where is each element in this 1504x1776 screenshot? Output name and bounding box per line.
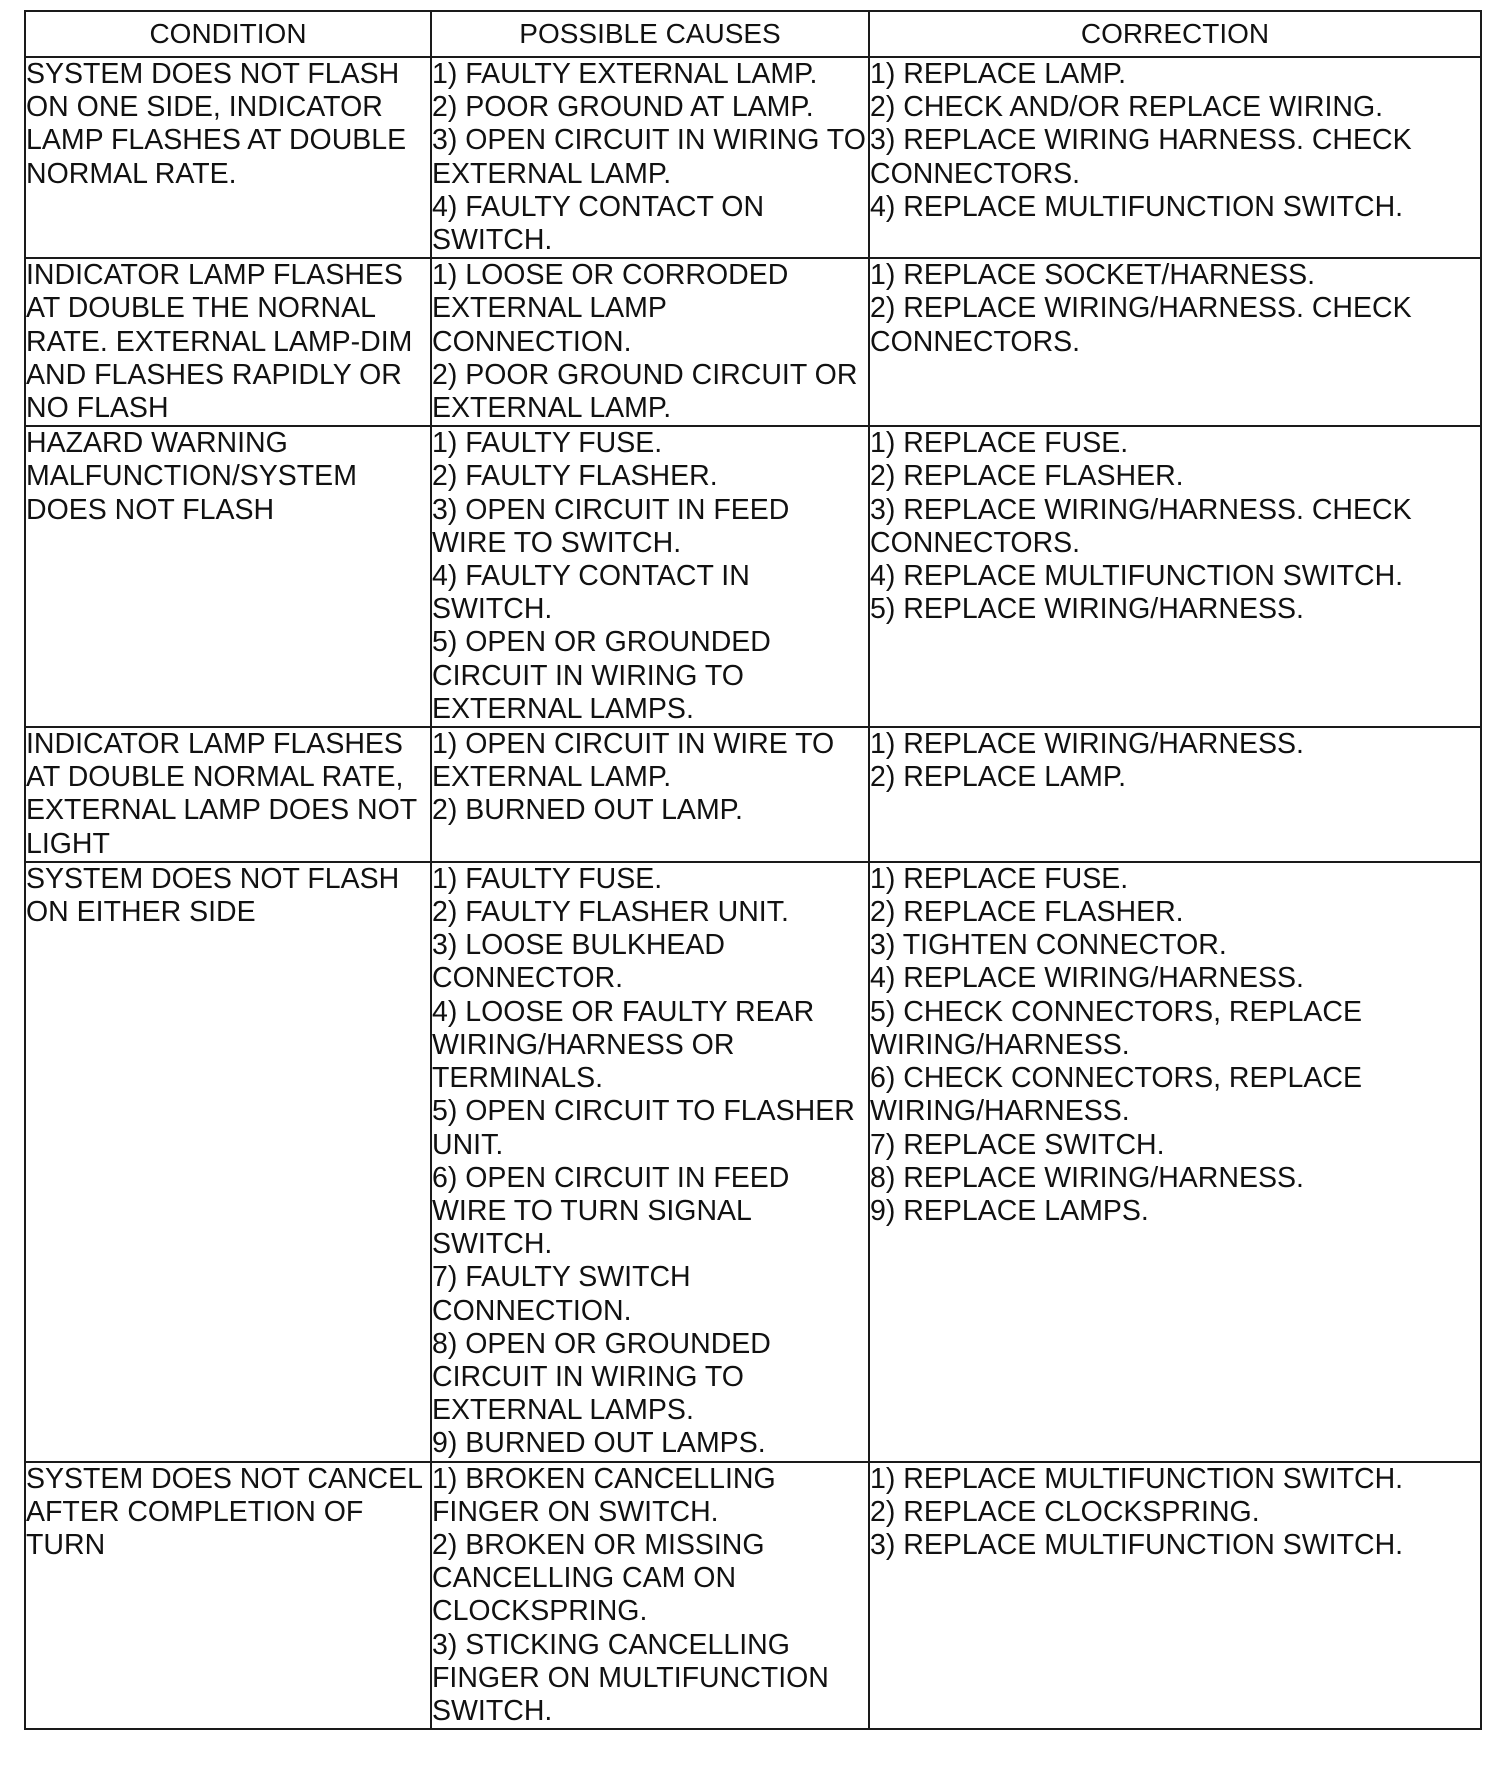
cause-item: 5) OPEN CIRCUIT TO FLASHER UNIT. [432,1095,855,1161]
condition-cell: SYSTEM DOES NOT CANCEL AFTER COMPLETION OF TURN [25,1462,431,1730]
correction-cell [869,1462,1481,1730]
correction-item: 2) REPLACE CLOCKSPRING. [870,1495,1260,1528]
correction-cell [869,57,1481,258]
table-row [25,57,1481,258]
correction-item: 2) REPLACE FLASHER. [870,460,1184,493]
correction-item: 6) CHECK CONNECTORS, REPLACE WIRING/HARNESS. [870,1062,1362,1128]
correction-item: 3) TIGHTEN CONNECTOR. [870,929,1227,962]
diagnosis-table [24,10,1482,1730]
correction-item: 8) REPLACE WIRING/HARNESS. [870,1161,1304,1194]
table-row [25,862,1481,1462]
correction-item: 1) REPLACE SOCKET/HARNESS. [870,259,1316,292]
correction-cell [869,862,1481,1462]
cause-item: 1) FAULTY FUSE. [432,427,663,460]
possible-causes-cell [431,57,869,258]
correction-item: 3) REPLACE WIRING/HARNESS. CHECK CONNECTORS. [870,493,1412,559]
cause-item: 3) OPEN CIRCUIT IN FEED WIRE TO SWITCH. [432,493,790,559]
possible-causes-cell [431,258,869,426]
possible-causes-cell [431,862,869,1462]
correction-item: 1) REPLACE FUSE. [870,427,1129,460]
cause-item: 1) BROKEN CANCELLING FINGER ON SWITCH. [432,1462,776,1528]
cause-item: 5) OPEN OR GROUNDED CIRCUIT IN WIRING TO EXTERNAL LAMPS. [432,626,771,725]
correction-item: 3) REPLACE WIRING HARNESS. CHECK CONNECTORS. [870,124,1412,190]
cause-item: 4) LOOSE OR FAULTY REAR WIRING/HARNESS OR TERMINALS. [432,995,815,1095]
table-body [25,57,1481,1729]
correction-item: 4) REPLACE WIRING/HARNESS. [870,962,1304,995]
header-possible-causes: POSSIBLE CAUSES [431,11,869,57]
cause-item: 3) OPEN CIRCUIT IN WIRING TO EXTERNAL LAMP. [432,124,866,190]
correction-item: 9) REPLACE LAMPS. [870,1194,1149,1227]
cause-item: 1) LOOSE OR CORRODED EXTERNAL LAMP CONNECTION. [432,259,789,358]
possible-causes-cell [431,727,869,862]
correction-cell [869,258,1481,426]
cause-item: 2) BURNED OUT LAMP. [432,794,743,827]
possible-causes-cell [431,1462,869,1730]
condition-cell: INDICATOR LAMP FLASHES AT DOUBLE THE NORNAL RATE. EXTERNAL LAMP-DIM AND FLASHES RAPIDLY OR NO FLASH [25,258,431,426]
correction-item: 1) REPLACE WIRING/HARNESS. [870,728,1304,761]
correction-item: 3) REPLACE MULTIFUNCTION SWITCH. [870,1528,1404,1561]
cause-item: 3) LOOSE BULKHEAD CONNECTOR. [432,929,726,995]
cause-item: 2) FAULTY FLASHER. [432,460,718,493]
cause-item: 1) OPEN CIRCUIT IN WIRE TO EXTERNAL LAMP. [432,728,835,794]
correction-item: 2) REPLACE LAMP. [870,761,1127,794]
condition-cell: SYSTEM DOES NOT FLASH ON EITHER SIDE [25,862,431,1462]
table-row [25,258,1481,426]
cause-item: 4) FAULTY CONTACT ON SWITCH. [432,190,765,257]
condition-cell: HAZARD WARNING MALFUNCTION/SYSTEM DOES NOT FLASH [25,426,431,727]
table-row [25,426,1481,727]
cause-item: 2) POOR GROUND AT LAMP. [432,91,814,124]
cause-item: 7) FAULTY SWITCH CONNECTION. [432,1261,691,1327]
condition-cell: SYSTEM DOES NOT FLASH ON ONE SIDE, INDICATOR LAMP FLASHES AT DOUBLE NORMAL RATE. [25,57,431,258]
cause-item: 1) FAULTY FUSE. [432,862,663,895]
correction-item: 2) REPLACE WIRING/HARNESS. CHECK CONNECTORS. [870,292,1412,358]
cause-item: 3) STICKING CANCELLING FINGER ON MULTIFUNCTION SWITCH. [432,1628,829,1727]
cause-item: 8) OPEN OR GROUNDED CIRCUIT IN WIRING TO EXTERNAL LAMPS. [432,1327,771,1427]
condition-cell: INDICATOR LAMP FLASHES AT DOUBLE NORMAL RATE, EXTERNAL LAMP DOES NOT LIGHT [25,727,431,862]
table-row [25,1462,1481,1730]
correction-item: 4) REPLACE MULTIFUNCTION SWITCH. [870,560,1404,593]
correction-item: 2) REPLACE FLASHER. [870,896,1184,929]
correction-cell [869,727,1481,862]
header-row [25,11,1481,57]
cause-item: 4) FAULTY CONTACT IN SWITCH. [432,560,750,626]
correction-item: 5) REPLACE WIRING/HARNESS. [870,593,1304,626]
header-correction: CORRECTION [869,11,1481,57]
correction-item: 7) REPLACE SWITCH. [870,1128,1165,1161]
cause-item: 2) FAULTY FLASHER UNIT. [432,896,789,929]
cause-item: 6) OPEN CIRCUIT IN FEED WIRE TO TURN SIGNAL SWITCH. [432,1161,790,1261]
correction-item: 5) CHECK CONNECTORS, REPLACE WIRING/HARNESS. [870,995,1362,1061]
table-row [25,727,1481,862]
correction-item: 1) REPLACE LAMP. [870,58,1127,90]
possible-causes-cell [431,426,869,727]
correction-item: 2) CHECK AND/OR REPLACE WIRING. [870,91,1384,124]
correction-item: 1) REPLACE MULTIFUNCTION SWITCH. [870,1462,1404,1495]
cause-item: 2) POOR GROUND CIRCUIT OR EXTERNAL LAMP. [432,358,858,425]
cause-item: 1) FAULTY EXTERNAL LAMP. [432,58,818,90]
header-condition: CONDITION [25,11,431,57]
cause-item: 9) BURNED OUT LAMPS. [432,1427,766,1460]
correction-item: 4) REPLACE MULTIFUNCTION SWITCH. [870,190,1404,223]
correction-item: 1) REPLACE FUSE. [870,862,1129,895]
cause-item: 2) BROKEN OR MISSING CANCELLING CAM ON CLOCKSPRING. [432,1528,765,1628]
correction-cell [869,426,1481,727]
